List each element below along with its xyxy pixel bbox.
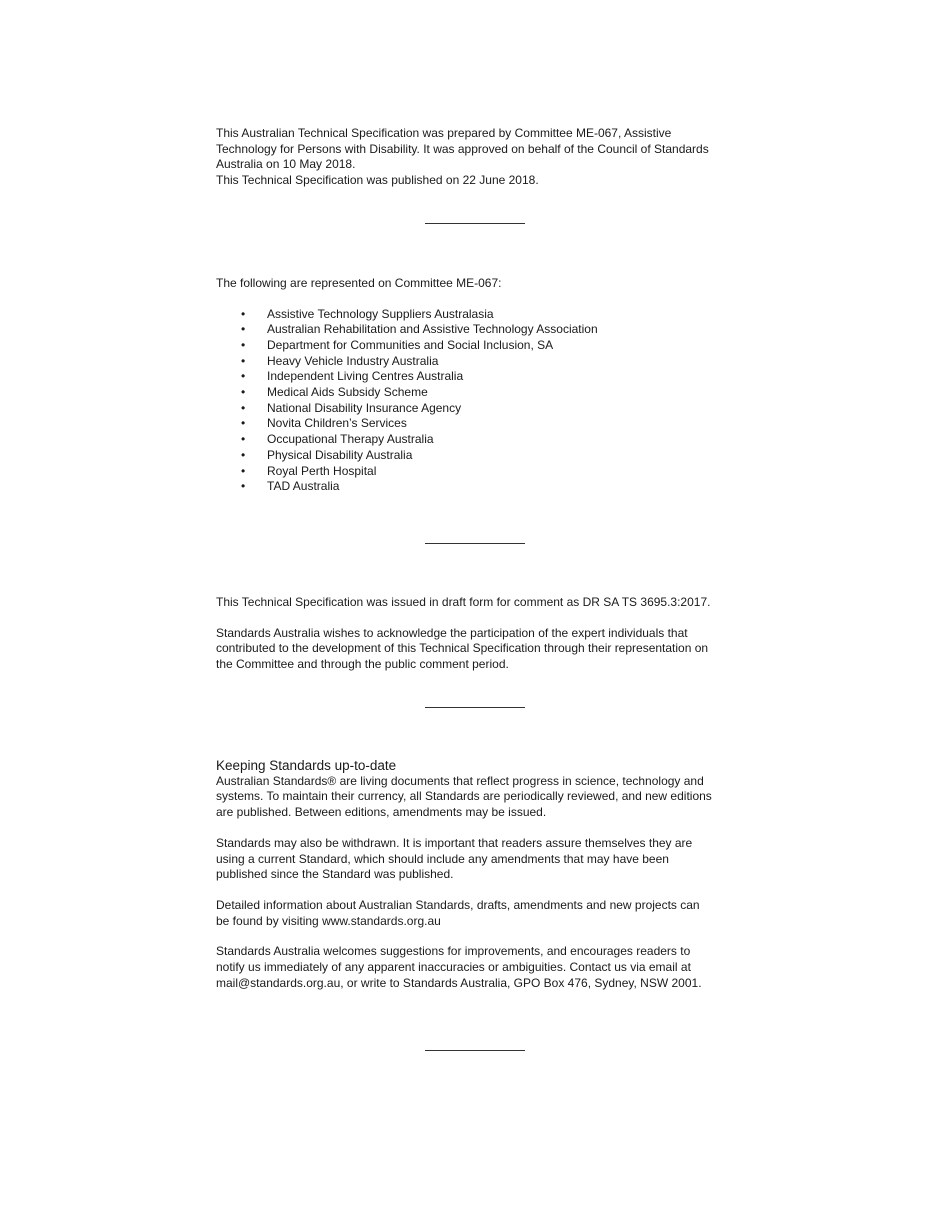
bullet-icon: • xyxy=(241,447,246,462)
bullet-icon: • xyxy=(241,432,246,447)
contact-email-link[interactable]: mail@standards.org.au xyxy=(216,975,341,990)
list-item: • Medical Aids Subsidy Scheme xyxy=(241,385,428,400)
bullet-icon: • xyxy=(241,322,246,337)
list-item: • National Disability Insurance Agency xyxy=(241,400,462,415)
list-item: • TAD Australia xyxy=(241,479,340,494)
bullet-icon: • xyxy=(241,306,246,321)
bullet-icon: • xyxy=(241,400,246,415)
bullet-icon: • xyxy=(241,369,246,384)
prepared-line-1: This Australian Technical Specification was prepared by Committee ME-067, Assistive xyxy=(216,126,672,140)
bullet-icon: • xyxy=(241,479,246,494)
section-divider xyxy=(425,543,525,544)
bullet-icon: • xyxy=(241,463,246,478)
committee-section xyxy=(216,276,746,495)
paragraph-withdrawn: Standards may also be withdrawn. It is important that readers assure themselves they are using a current Standard, which should include any amendments that may have been published since the Standard was published. xyxy=(216,835,693,882)
uptodate-section xyxy=(216,758,746,992)
section-divider xyxy=(425,707,525,708)
section-divider xyxy=(425,1050,525,1051)
list-item: • Royal Perth Hospital xyxy=(241,463,377,478)
paragraph-living-documents: Australian Standards® are living documents that reflect progress in science, technology and systems. To maintain their currency, all Standards are periodically reviewed, and new editions are published. Between editions, amendments may be issued. xyxy=(216,773,712,820)
prepared-line-2: Technology for Persons with Disability. It was approved on behalf of the Council of Standards xyxy=(216,141,709,156)
section-heading: Keeping Standards up-to-date xyxy=(216,757,397,773)
committee-member-list xyxy=(216,307,746,495)
committee-intro: The following are represented on Committee ME-067: xyxy=(216,275,502,290)
bullet-icon: • xyxy=(241,353,246,368)
bullet-icon: • xyxy=(241,337,246,352)
prepared-line-3: Australia on 10 May 2018. xyxy=(216,157,356,172)
list-item: • Physical Disability Australia xyxy=(241,447,413,462)
list-item: • Independent Living Centres Australia xyxy=(241,369,464,384)
list-item: • Department for Communities and Social Inclusion, SA xyxy=(241,337,554,352)
published-date: This Technical Specification was published on 22 June 2018. xyxy=(216,173,539,188)
section-divider xyxy=(425,223,525,224)
list-item: • Assistive Technology Suppliers Australasia xyxy=(241,306,494,321)
bullet-icon: • xyxy=(241,416,246,431)
document-page xyxy=(216,126,746,1051)
list-item: • Australian Rehabilitation and Assistive Technology Association xyxy=(241,322,598,337)
paragraph-suggestions: Standards Australia welcomes suggestions for improvements, and encourages readers to notify us immediately of any apparent inaccuracies or ambiguities. Contact us via email at mail@standards.org.au, or write to Standards Australia, GPO Box 476, Sydney, NSW 2001. xyxy=(216,944,702,990)
paragraph-detailed-info: Detailed information about Australian Standards, drafts, amendments and new projects can be found by visiting www.standards.org.au xyxy=(216,897,700,928)
draft-section xyxy=(216,595,746,673)
standards-website-link[interactable]: www.standards.org.au xyxy=(322,913,441,928)
list-item: • Occupational Therapy Australia xyxy=(241,432,434,447)
list-item: • Heavy Vehicle Industry Australia xyxy=(241,353,439,368)
draft-issued: This Technical Specification was issued in draft form for comment as DR SA TS 3695.3:2017. xyxy=(216,594,711,609)
preamble-section xyxy=(216,126,746,189)
bullet-icon: • xyxy=(241,385,246,400)
list-item: • Novita Children’s Services xyxy=(241,416,407,431)
acknowledgement-paragraph: Standards Australia wishes to acknowledge the participation of the expert individuals that contributed to the development of this Technical Specification through their representation on the Committee and through the public comment period. xyxy=(216,625,709,672)
